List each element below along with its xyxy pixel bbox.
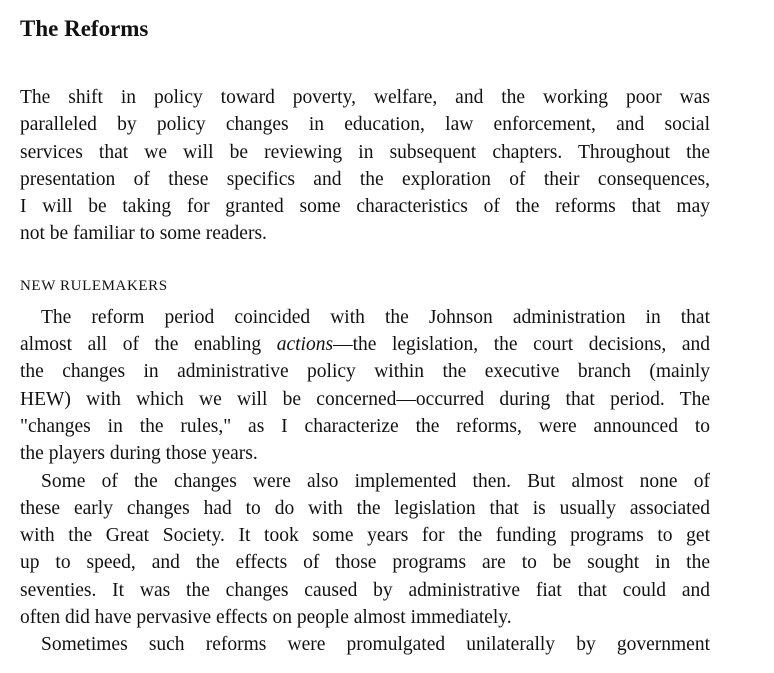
italic-word: actions (276, 334, 334, 356)
paragraph-line: often did have pervasive effects on people almost immediately. (20, 607, 512, 629)
paragraph-line: I will be taking for granted some characteristics of the reforms that may (20, 196, 710, 218)
implementation-paragraph (20, 468, 710, 632)
paragraph-line: up to speed, and the effects of those programs are to be sought in the (20, 552, 710, 574)
paragraph-line: "changes in the rules," as I characterize the reforms, were announced to (20, 415, 710, 437)
paragraph-line: these early changes had to do with the legislation that is usually associated (20, 497, 710, 519)
paragraph-line: not be familiar to some readers. (20, 223, 267, 245)
subsection-heading: NEW RULEMAKERS (20, 277, 168, 294)
paragraph-line: the players during those years. (20, 443, 258, 465)
paragraph-line: paralleled by policy changes in education, law enforcement, and social (20, 114, 710, 136)
paragraph-line: Some of the changes were also implemented then. But almost none of (41, 470, 710, 492)
line-text: almost all of the enabling (20, 334, 277, 356)
paragraph-line: HEW) with which we will be concerned—occurred during that period. The (20, 388, 710, 410)
paragraph-line: Sometimes such reforms were promulgated unilaterally by government (41, 634, 710, 656)
paragraph-line: presentation of these specifics and the exploration of their consequences, (20, 168, 710, 190)
paragraph-line: seventies. It was the changes caused by administrative fiat that could and (20, 579, 710, 601)
paragraph-line: the changes in administrative policy within the executive branch (mainly (20, 361, 710, 383)
intro-paragraph (20, 84, 710, 248)
paragraph-line: with the Great Society. It took some years for the funding programs to get (20, 525, 710, 547)
paragraph-line: The shift in policy toward poverty, welfare, and the working poor was (20, 87, 710, 108)
paragraph-line (20, 331, 710, 358)
section-title: The Reforms (20, 16, 149, 41)
rulemakers-paragraph (20, 304, 710, 468)
line-text: —the legislation, the court decisions, and (333, 334, 710, 356)
continuation-paragraph (20, 631, 710, 658)
document-page (20, 10, 710, 659)
paragraph-line: services that we will be reviewing in subsequent chapters. Throughout the (20, 141, 710, 163)
paragraph-line: The reform period coincided with the Johnson administration in that (41, 306, 710, 328)
